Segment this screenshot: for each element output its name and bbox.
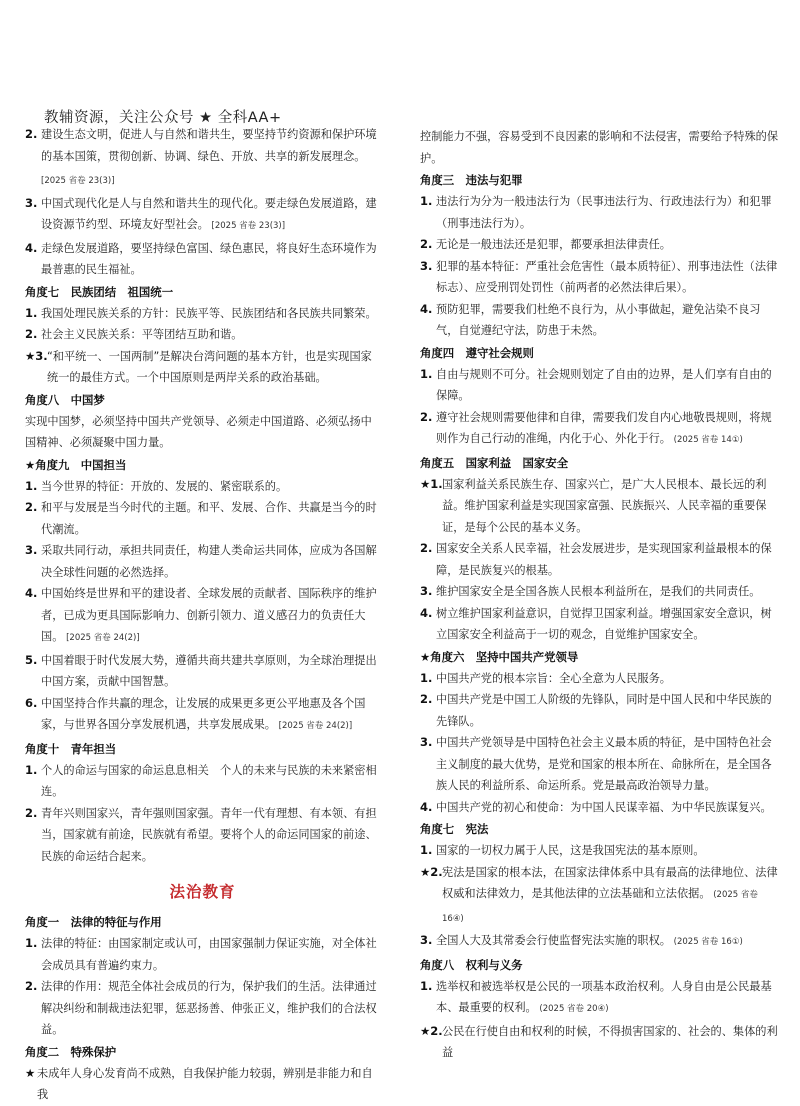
item-marker: 5. — [25, 652, 38, 667]
list-item — [25, 324, 380, 346]
exam-reference: (2025 省卷 20④) — [536, 1004, 609, 1014]
item-text: 维护国家安全是全国各族人民根本利益所在，是我们的共同责任。 — [436, 585, 761, 598]
list-item — [420, 474, 780, 539]
section-heading: 角度八 权利与义务 — [420, 957, 523, 972]
item-text: 建设生态文明，促进人与自然和谐共生，要坚持节约资源和保护环境的基本国策，贯彻创新、协调、绿色、开放、共享的新发展理念。 — [41, 128, 377, 163]
list-item — [25, 583, 380, 650]
item-marker: 4. — [420, 301, 433, 316]
list-item — [420, 256, 780, 299]
section-heading: 角度七 宪法 — [420, 822, 489, 836]
list-item — [25, 193, 380, 238]
section-heading: 角度二 特殊保护 — [25, 1044, 117, 1059]
item-text: 中国着眼于时代发展大势，遵循共商共建共享原则，为全球治理提出中国方案，贡献中国智慧。 — [41, 653, 377, 688]
item-text: 中国共产党的根本宗旨：全心全意为人民服务。 — [436, 671, 671, 685]
item-marker: 4. — [25, 240, 38, 255]
item-text: 国家利益关系民族生存、国家兴亡，是广大人民根本、最长远的利益。维护国家利益是实现国家富强、民族振兴、人民幸福的重要保证，是每个公民的基本义务。 — [442, 477, 767, 534]
list-item — [25, 346, 380, 389]
list-item — [420, 538, 780, 581]
item-text: 遵守社会规则需要他律和自律，需要我们发自内心地敬畏规则，将规则作为自己行动的准绳，内化于心、外化于行。 — [436, 410, 772, 445]
list-item — [420, 364, 780, 407]
exam-reference: [2025 省卷 24(2)] — [63, 633, 140, 643]
list-item — [420, 234, 780, 256]
right-column — [420, 126, 780, 1064]
item-marker: 3. — [420, 258, 433, 273]
item-marker: 1. — [420, 843, 433, 857]
list-item — [25, 497, 380, 540]
item-text: 无论是一般违法还是犯罪，都要承担法律责任。 — [436, 238, 671, 251]
item-marker: ★1. — [420, 476, 443, 491]
item-text: 法律的特征：由国家制定或认可，由国家强制力保证实施，对全体社会成员具有普遍约束力。 — [41, 937, 377, 972]
item-marker: 2. — [420, 692, 433, 706]
promo-banner: 教辅资源，关注公众号 ★ 全科AA+ — [44, 110, 282, 126]
list-item — [420, 689, 780, 732]
item-text: 我国处理民族关系的方针：民族平等、民族团结和各民族共同繁荣。 — [41, 306, 377, 320]
item-marker: 2. — [25, 327, 38, 341]
item-text: 国家安全关系人民幸福，社会发展进步，是实现国家利益最根本的保障，是民族复兴的根基。 — [436, 542, 772, 577]
item-text: 采取共同行动，承担共同责任，构建人类命运共同体，应成为各国解决全球性问题的必然选择。 — [41, 544, 377, 579]
item-text: 国家的一切权力属于人民，这是我国宪法的基本原则。 — [436, 844, 705, 857]
item-text: 全国人大及其常委会行使监督宪法实施的职权。 — [436, 934, 671, 947]
item-text: 树立维护国家利益意识，自觉捍卫国家利益。增强国家安全意识，树立国家安全利益高于一切的观念，自觉维护国家安全。 — [436, 606, 772, 641]
item-marker: 1. — [420, 978, 433, 993]
item-text: 中国式现代化是人与自然和谐共生的现代化。要走绿色发展道路，建设资源节约型、环境友好型社会。 — [41, 196, 377, 231]
item-marker: 1. — [420, 366, 433, 381]
item-text: 自由与规则不可分。社会规则划定了自由的边界，是人们享有自由的保障。 — [436, 367, 772, 402]
exam-reference: [2025 省卷 23(3)] — [208, 221, 286, 231]
item-marker: ★2. — [420, 864, 443, 879]
list-item — [25, 760, 380, 803]
item-marker: 3. — [420, 933, 433, 947]
item-marker: 3. — [25, 195, 38, 210]
item-text: 当今世界的特征：开放的、发展的、紧密联系的。 — [41, 479, 288, 493]
item-text: 犯罪的基本特征：严重社会危害性（最本质特征）、刑事违法性（法律标志）、应受刑罚处罚性（前两者的必然法律后果）。 — [436, 259, 778, 294]
section-heading: 角度四 遵守社会规则 — [420, 345, 534, 360]
section-heading: 角度三 违法与犯罪 — [420, 173, 523, 187]
item-marker: 1. — [420, 194, 433, 208]
paragraph: 实现中国梦，必须坚持中国共产党领导、必须走中国道路、必须弘扬中国精神、必须凝聚中国力量。 — [25, 414, 372, 449]
item-marker: 2. — [420, 541, 433, 555]
list-item — [420, 191, 780, 234]
item-text: 公民在行使自由和权利的时候，不得损害国家的、社会的、集体的利益 — [442, 1024, 778, 1059]
item-marker: 2. — [25, 127, 38, 141]
item-text: 中国共产党的初心和使命：为中国人民谋幸福、为中华民族谋复兴。 — [436, 800, 772, 814]
list-item — [420, 581, 780, 603]
paragraph: 控制能力不强，容易受到不良因素的影响和不法侵害，需要给予特殊的保护。 — [420, 130, 779, 165]
list-item — [25, 976, 380, 1041]
list-item — [420, 407, 780, 452]
chapter-title: 法治教育 — [169, 883, 236, 901]
list-item — [420, 930, 780, 954]
item-text: 法律的作用：规范全体社会成员的行为，保护我们的生活。法律通过解决纠纷和制裁违法犯罪，惩恶扬善、伸张正义，维护我们的合法权益。 — [41, 980, 377, 1036]
item-marker: 3. — [420, 735, 433, 749]
exam-reference: (2025 省卷 16①) — [670, 937, 743, 947]
item-marker: 6. — [25, 695, 38, 710]
list-item — [25, 238, 380, 281]
item-text: 预防犯罪，需要我们杜绝不良行为，从小事做起，避免沾染不良习气，自觉遵纪守法，防患于未然。 — [436, 302, 761, 337]
item-text: 中国共产党领导是中国特色社会主义最本质的特征，是中国特色社会主义制度的最大优势，是党和国家的根本所在、命脉所在，是全国各族人民的利益所系、命运所系。党是最高政治领导力量。 — [436, 736, 772, 792]
item-text: 未成年人身心发育尚不成熟，自我保护能力较弱，辨别是非能力和自我 — [37, 1066, 373, 1101]
item-text: 宪法是国家的根本法，在国家法律体系中具有最高的法律地位、法律权威和法律效力，是其他法律的立法基础和立法依据。 — [442, 865, 778, 900]
item-text: 和平与发展是当今时代的主题。和平、发展、合作、共赢是当今的时代潮流。 — [41, 501, 377, 536]
item-text: 中国坚持合作共赢的理念，让发展的成果更多更公平地惠及各个国家，与世界各国分享发展机遇，共享发展成果。 — [41, 696, 366, 731]
section-heading: ★角度六 坚持中国共产党领导 — [420, 649, 579, 664]
list-item — [25, 650, 380, 693]
section-heading: 角度十 青年担当 — [25, 741, 117, 756]
item-marker: 4. — [420, 605, 433, 620]
item-marker: 2. — [25, 500, 38, 514]
item-text: 走绿色发展道路，要坚持绿色富国、绿色惠民，将良好生态环境作为最普惠的民生福祉。 — [41, 241, 377, 276]
left-column — [25, 124, 380, 1106]
list-item — [420, 603, 780, 646]
item-marker: 2. — [420, 237, 433, 251]
list-item — [25, 693, 380, 738]
item-marker: 4. — [25, 586, 38, 600]
item-marker: ★2. — [420, 1023, 443, 1038]
list-item — [25, 476, 380, 498]
item-marker: 1. — [420, 670, 433, 685]
item-text: 选举权和被选举权是公民的一项基本政治权利。人身自由是公民最基本、最重要的权利。 — [436, 979, 772, 1014]
exam-reference: (2025 省卷 14①) — [670, 435, 743, 445]
list-item — [420, 732, 780, 797]
exam-reference: [2025 省卷 23(3)] — [41, 176, 115, 186]
item-marker: 2. — [420, 409, 433, 424]
exam-reference: [2025 省卷 24(2)] — [275, 721, 353, 731]
item-marker: 4. — [420, 799, 433, 814]
list-item — [25, 933, 380, 976]
section-heading: 角度八 中国梦 — [25, 392, 105, 407]
item-marker: 2. — [25, 805, 38, 820]
item-marker: 1. — [25, 936, 38, 950]
list-item — [25, 803, 380, 868]
list-item — [25, 540, 380, 583]
item-marker: 1. — [25, 762, 38, 777]
item-text: “和平统一、一国两制”是解决台湾问题的基本方针，也是实现国家统一的最佳方式。一个中国原则是两岸关系的政治基础。 — [47, 349, 372, 384]
item-text: 违法行为分为一般违法行为（民事违法行为、行政违法行为）和犯罪（刑事违法行为）。 — [436, 195, 772, 230]
list-item — [420, 840, 780, 862]
list-item — [25, 1063, 380, 1106]
item-text: 青年兴则国家兴，青年强则国家强。青年一代有理想、有本领、有担当，国家就有前途，民族就有希望。要将个人的命运同国家的前途、民族的命运结合起来。 — [41, 806, 377, 863]
item-marker: 3. — [420, 584, 433, 598]
list-item — [420, 299, 780, 342]
item-text: 社会主义民族关系：平等团结互助和谐。 — [41, 328, 243, 341]
item-marker: 2. — [25, 979, 38, 993]
list-item — [25, 124, 380, 193]
item-marker: 1. — [25, 305, 38, 320]
section-heading: ★角度九 中国担当 — [25, 457, 127, 472]
item-marker: ★3. — [25, 348, 48, 363]
item-marker: 3. — [25, 543, 38, 557]
list-item — [420, 976, 780, 1021]
item-text: 中国始终是世界和平的建设者、全球发展的贡献者、国际秩序的维护者，已成为更具国际影响力、创新引领力、道义感召力的负责任大国。 — [41, 587, 377, 643]
list-item — [420, 1021, 780, 1064]
section-heading: 角度一 法律的特征与作用 — [25, 915, 162, 929]
list-item — [420, 797, 780, 819]
list-item — [25, 303, 380, 325]
list-item — [420, 668, 780, 690]
section-heading: 角度五 国家利益 国家安全 — [420, 455, 569, 470]
exam-reference: (2025 省卷 16④) — [442, 890, 758, 924]
list-item — [420, 862, 780, 931]
item-text: 个人的命运与国家的命运息息相关 个人的未来与民族的未来紧密相连。 — [41, 763, 377, 798]
section-heading: 角度七 民族团结 祖国统一 — [25, 284, 174, 299]
item-marker: ★ — [25, 1065, 36, 1080]
item-marker: 1. — [25, 478, 38, 493]
item-text: 中国共产党是中国工人阶级的先锋队，同时是中国人民和中华民族的先锋队。 — [436, 693, 772, 728]
